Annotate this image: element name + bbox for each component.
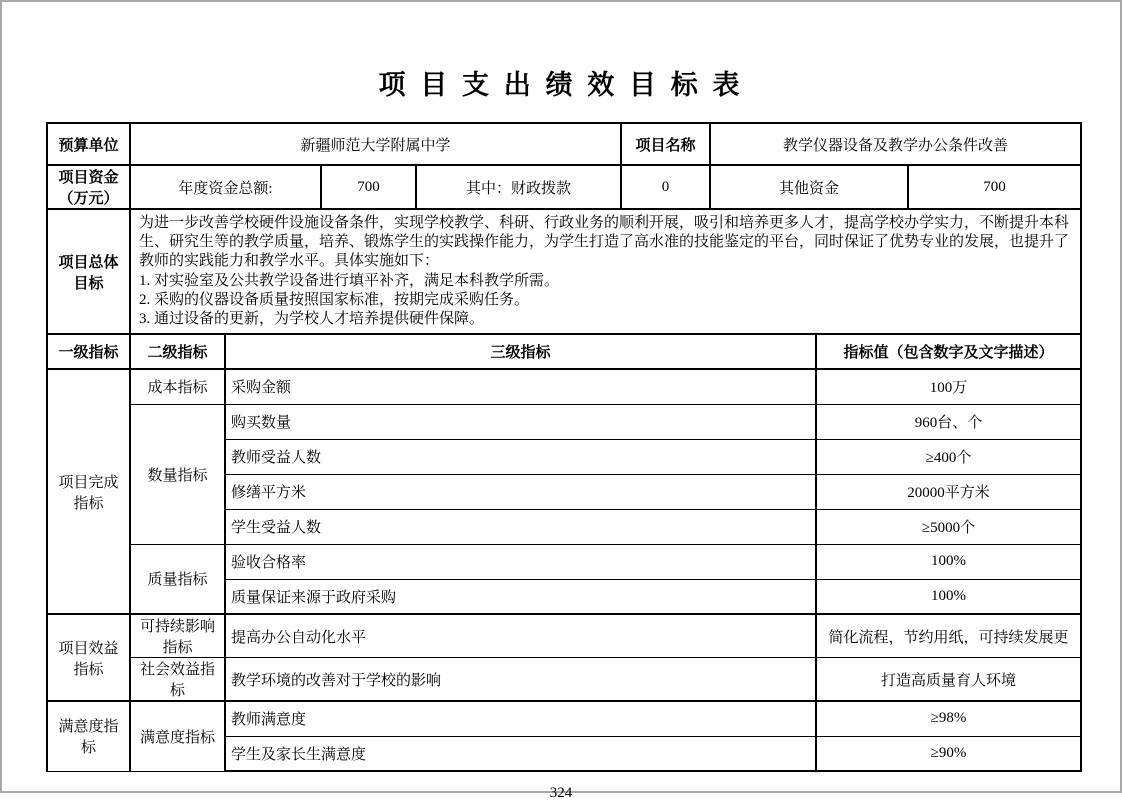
level2-cell: 数量指标 — [130, 404, 225, 544]
indicator-value-cell: ≥90% — [816, 736, 1081, 771]
header-level3: 三级指标 — [225, 334, 816, 369]
indicator-value-cell: 100% — [816, 544, 1081, 579]
budget-unit-value: 新疆师范大学附属中学 — [130, 123, 621, 165]
table-row — [47, 123, 1081, 165]
page-title: 项 目 支 出 绩 效 目 标 表 — [378, 70, 744, 100]
fiscal-appropriation-value: 0 — [621, 165, 710, 209]
level3-cell: 验收合格率 — [225, 544, 816, 579]
level3-cell: 学生受益人数 — [225, 509, 816, 544]
other-funds-value: 700 — [908, 165, 1081, 209]
project-name-label: 项目名称 — [621, 123, 710, 165]
indicator-value-cell: 100% — [816, 579, 1081, 614]
goal-paragraph: 为进一步改善学校硬件设施设备条件，实现学校教学、科研、行政业务的顺利开展，吸引和培养更多人才，提高学校办学实力，不断提升本科生、研究生等的教学质量，培养、锻炼学生的实践操作能力，为学生打造了高水准的技能鉴定的平台，同时保证了优势专业的发展，也提升了教师的实践能力和教学水平。具体实施如下： — [139, 215, 1070, 270]
project-funds-label: 项目资金（万元） — [47, 165, 130, 209]
header-level2: 二级指标 — [130, 334, 225, 369]
indicator-value-cell: 20000平方米 — [816, 474, 1081, 509]
indicator-value-cell: ≥400个 — [816, 439, 1081, 474]
level3-cell: 修缮平方米 — [225, 474, 816, 509]
level2-cell: 成本指标 — [130, 369, 225, 404]
indicator-value-cell: ≥5000个 — [816, 509, 1081, 544]
other-funds-label: 其他资金 — [710, 165, 908, 209]
annual-total-value: 700 — [321, 165, 416, 209]
indicator-value-cell: 简化流程，节约用纸，可持续发展更 — [816, 614, 1081, 658]
indicator-value-cell: ≥98% — [816, 701, 1081, 736]
goal-list-item: 3. 通过设备的更新，为学校人才培养提供硬件保障。 — [139, 310, 485, 327]
page-number: 324 — [549, 785, 573, 802]
budget-unit-label: 预算单位 — [47, 123, 130, 165]
level3-cell: 学生及家长生满意度 — [225, 736, 816, 771]
indicators-header-row — [47, 334, 1081, 369]
overall-goal-text — [130, 209, 1081, 334]
level1-cell: 项目完成指标 — [47, 369, 130, 614]
table-row — [47, 614, 1081, 658]
level2-cell: 满意度指标 — [130, 701, 225, 771]
goal-list-item: 1. 对实验室及公共教学设备进行填平补齐，满足本科教学所需。 — [139, 272, 560, 289]
table-row — [47, 165, 1081, 209]
level3-cell: 教师受益人数 — [225, 439, 816, 474]
table-row — [47, 209, 1081, 334]
level3-cell: 提高办公自动化水平 — [225, 614, 816, 658]
table-row — [47, 404, 1081, 439]
header-level1: 一级指标 — [47, 334, 130, 369]
indicators-table — [46, 333, 1082, 772]
level2-cell: 社会效益指标 — [130, 658, 225, 702]
fiscal-appropriation-label: 其中：财政拨款 — [416, 165, 621, 209]
annual-total-label: 年度资金总额: — [130, 165, 321, 209]
level3-cell: 教学环境的改善对于学校的影响 — [225, 658, 816, 702]
level2-cell: 质量指标 — [130, 544, 225, 614]
level1-cell: 满意度指标 — [47, 701, 130, 771]
level3-cell: 采购金额 — [225, 369, 816, 404]
indicator-value-cell: 打造高质量育人环境 — [816, 658, 1081, 702]
level3-cell: 购买数量 — [225, 404, 816, 439]
goal-list-item: 2. 采购的仪器设备质量按照国家标准，按期完成采购任务。 — [139, 291, 530, 308]
level3-cell: 教师满意度 — [225, 701, 816, 736]
table-row — [47, 658, 1081, 702]
project-name-value: 教学仪器设备及教学办公条件改善 — [710, 123, 1081, 165]
table-row — [47, 369, 1081, 404]
project-info-table — [46, 122, 1082, 335]
level3-cell: 质量保证来源于政府采购 — [225, 579, 816, 614]
table-row — [47, 544, 1081, 579]
level1-cell: 项目效益指标 — [47, 614, 130, 701]
indicator-value-cell: 960台、个 — [816, 404, 1081, 439]
level2-cell: 可持续影响指标 — [130, 614, 225, 658]
header-value: 指标值（包含数字及文字描述） — [816, 334, 1081, 369]
indicator-value-cell: 100万 — [816, 369, 1081, 404]
table-row — [47, 701, 1081, 736]
overall-goal-label: 项目总体目标 — [47, 209, 130, 334]
